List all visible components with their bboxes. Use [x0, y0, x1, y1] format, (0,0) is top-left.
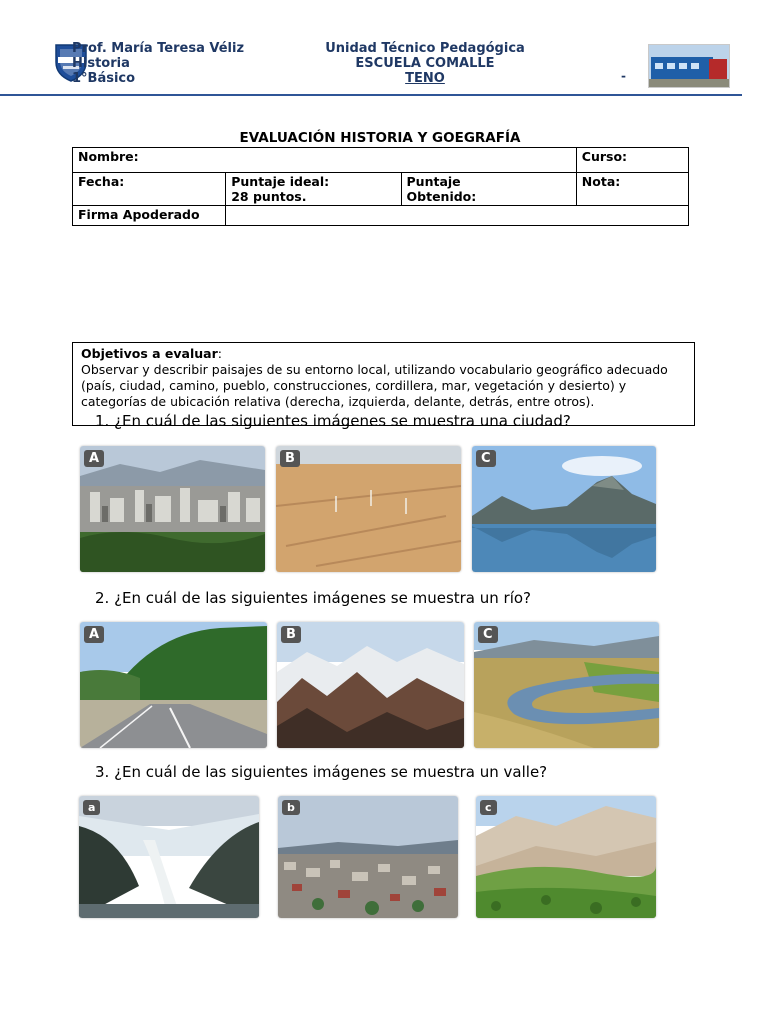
school-building-photo	[648, 44, 730, 88]
option-label-a: A	[84, 626, 104, 643]
question-1: 1. ¿En cuál de las siguientes imágenes se muestra una ciudad?	[95, 412, 571, 430]
option-label-c: C	[478, 626, 498, 643]
school-name: ESCUELA COMALLE	[355, 56, 495, 71]
unit-name: Unidad Técnico Pedagógica	[325, 41, 525, 56]
option-label-b: B	[280, 450, 300, 467]
q1-option-c-lake-image[interactable]	[472, 446, 656, 572]
option-label-a: a	[83, 800, 100, 815]
q3-option-a-glacier-image[interactable]	[79, 796, 259, 918]
q2-option-b-mountains-image[interactable]	[277, 622, 464, 748]
ideal-score-cell	[226, 173, 401, 206]
subject-name: Historia	[72, 56, 130, 71]
obtained-score-label-1: Puntaje	[406, 174, 461, 189]
header-dash: -	[621, 69, 626, 83]
q3-option-b-town-image[interactable]	[278, 796, 458, 918]
objectives-text: Observar y describir paisajes de su entorno local, utilizando vocabulario geográfico adecuado (país, ciudad, camino, pueblo, construcciones, cordillera, mar, vegetación y desierto) y categorías de ubicación relativa (derecha, izquierda, delante, detrás, entre otros).	[81, 362, 668, 409]
grade-level: 1°Básico	[72, 71, 136, 86]
teacher-name: Prof. María Teresa Véliz	[72, 41, 245, 56]
option-label-b: b	[282, 800, 300, 815]
teacher-info	[72, 41, 244, 86]
date-field[interactable]: Fecha:	[73, 173, 226, 206]
q1-option-b-desert-image[interactable]	[276, 446, 461, 572]
name-field[interactable]: Nombre:	[73, 148, 577, 173]
q3-option-c-valley-image[interactable]	[476, 796, 656, 918]
grade-field[interactable]: Nota:	[576, 173, 688, 206]
exam-title: EVALUACIÓN HISTORIA Y GOEGRAFÍA	[239, 130, 521, 146]
school-info	[300, 41, 550, 86]
ideal-score-value: 28 puntos.	[231, 189, 307, 204]
question-3: 3. ¿En cuál de las siguientes imágenes se muestra un valle?	[95, 763, 548, 781]
q1-option-a-city-image[interactable]	[80, 446, 265, 572]
obtained-score-field[interactable]	[401, 173, 576, 206]
option-label-b: B	[281, 626, 301, 643]
town-name: TENO	[405, 71, 445, 86]
student-info-table	[72, 147, 689, 226]
course-field[interactable]: Curso:	[576, 148, 688, 173]
guardian-signature-field[interactable]	[226, 206, 689, 226]
header-divider	[0, 94, 742, 96]
option-label-c: C	[476, 450, 496, 467]
objectives-label: Objetivos a evaluar	[81, 346, 218, 361]
question-2: 2. ¿En cuál de las siguientes imágenes se muestra un río?	[95, 589, 532, 607]
obtained-score-label-2: Obtenido:	[406, 189, 477, 204]
option-label-c: c	[480, 800, 497, 815]
guardian-signature-label: Firma Apoderado	[73, 206, 226, 226]
option-label-a: A	[84, 450, 104, 467]
q2-option-a-road-image[interactable]	[80, 622, 267, 748]
objectives-colon: :	[217, 346, 222, 361]
ideal-score-label: Puntaje ideal:	[231, 174, 330, 189]
q2-option-c-river-image[interactable]	[474, 622, 659, 748]
